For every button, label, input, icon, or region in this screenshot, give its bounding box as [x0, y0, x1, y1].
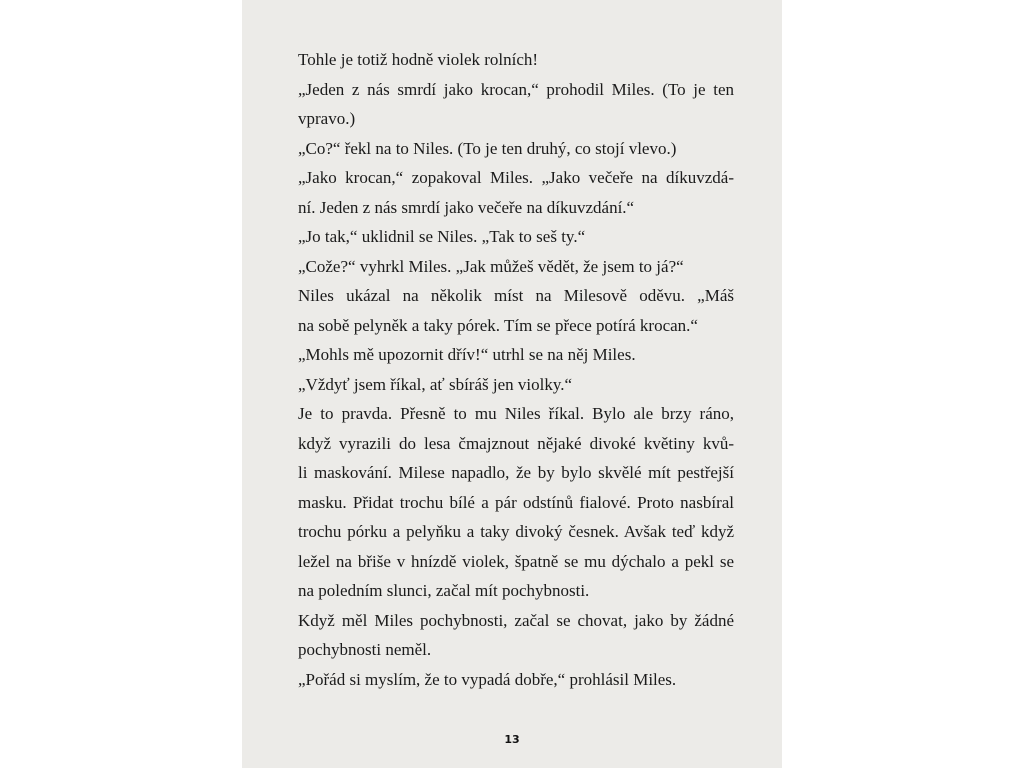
page-number: 13: [504, 733, 520, 746]
text-line: Když měl Miles pochybnosti, začal se chovat, jako by žádné: [298, 610, 734, 630]
text-line: na sobě pelyněk a taky pórek. Tím se přece potírá krocan.“: [298, 315, 698, 335]
text-line: „Vždyť jsem říkal, ať sbíráš jen violky.“: [298, 374, 573, 394]
text-line: když vyrazili do lesa čmajznout nějaké divoké květiny kvů-: [298, 433, 734, 453]
text-line: Je to pravda. Přesně to mu Niles říkal. Bylo ale brzy ráno,: [298, 404, 734, 423]
text-line: ní. Jeden z nás smrdí jako večeře na díkuvzdání.“: [298, 197, 635, 217]
paragraph: [298, 399, 734, 606]
text-line: li maskování. Milese napadlo, že by bylo skvělé mít pestřejší: [298, 463, 734, 482]
paragraph: [298, 134, 734, 164]
text-line: „Cože?“ vyhrkl Miles. „Jak můžeš vědět, že jsem to já?“: [298, 256, 684, 276]
text-line: „Mohls mě upozornit dřív!“ utrhl se na něj Miles.: [298, 345, 636, 364]
text-line: „Jeden z nás smrdí jako krocan,“ prohodil Miles. (To je ten: [298, 79, 734, 99]
text-line: na poledním slunci, začal mít pochybnosti.: [298, 581, 590, 600]
text-line: Tohle je totiž hodně violek rolních!: [298, 50, 539, 69]
paragraph: [298, 222, 734, 252]
paragraph: [298, 281, 734, 340]
text-line: „Jako krocan,“ zopakoval Miles. „Jako večeře na díkuvzdá-: [298, 168, 734, 187]
text-line: „Jo tak,“ uklidnil se Niles. „Tak to seš ty.“: [298, 227, 586, 246]
text-line: ležel na břiše v hnízdě violek, špatně se mu dýchalo a pekl se: [298, 551, 734, 571]
paragraph: [298, 606, 734, 665]
text-line: vpravo.): [298, 109, 356, 128]
paragraph: [298, 340, 734, 370]
text-line: pochybnosti neměl.: [298, 640, 432, 659]
text-line: trochu pórku a pelyňku a taky divoký česnek. Avšak teď když: [298, 522, 734, 541]
text-line: Niles ukázal na několik míst na Milesově oděvu. „Máš: [298, 286, 734, 305]
book-page: [242, 0, 782, 768]
paragraph: [298, 370, 734, 400]
paragraph: [298, 75, 734, 134]
text-line: „Pořád si myslím, že to vypadá dobře,“ prohlásil Miles.: [298, 669, 677, 689]
text-line: masku. Přidat trochu bílé a pár odstínů fialové. Proto nasbíral: [298, 492, 734, 512]
page-text: [298, 45, 734, 694]
paragraph: [298, 252, 734, 282]
paragraph: [298, 665, 734, 695]
text-line: „Co?“ řekl na to Niles. (To je ten druhý, co stojí vlevo.): [298, 138, 677, 158]
paragraph: [298, 45, 734, 75]
paragraph: [298, 163, 734, 222]
